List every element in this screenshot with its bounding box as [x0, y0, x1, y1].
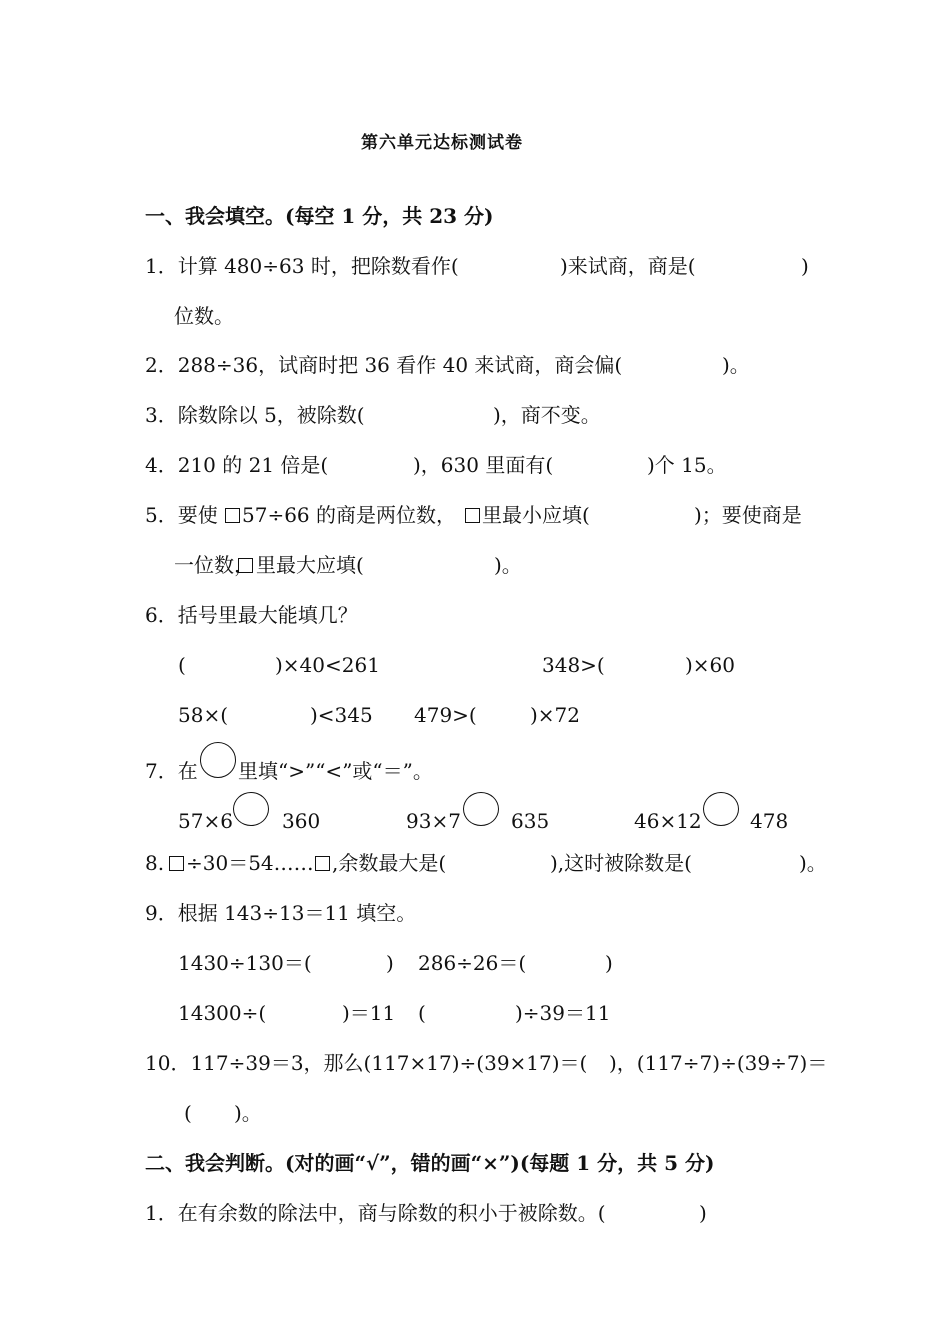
answer-blank[interactable]: ( — [184, 1101, 192, 1125]
compare-circle-input[interactable] — [703, 792, 739, 826]
answer-blank[interactable]: 58×( — [178, 703, 229, 727]
answer-blank[interactable]: )，(117÷7)÷(39÷7)＝ — [609, 1051, 828, 1075]
expression-text: 360 — [282, 809, 321, 833]
answer-blank[interactable]: )，商不变。 — [493, 403, 601, 427]
question-9: 9．根据 143÷13＝11 填空。 — [145, 901, 417, 925]
question-text: 57÷66 的商是两位数， — [242, 503, 457, 527]
expression-text: )×60 — [685, 653, 736, 677]
question-text: ,余数最大是( — [332, 851, 447, 875]
expression-text: )÷39＝11 — [515, 1001, 611, 1025]
blank-box-icon — [238, 558, 253, 573]
question-text: 7．在 — [145, 759, 198, 783]
section-heading-judge: 二、我会判断。(对的画“√”，错的画“×”)(每题 1 分，共 5 分) — [145, 1151, 715, 1175]
answer-blank[interactable]: )。 — [722, 353, 750, 377]
answer-blank[interactable]: 286÷26＝( — [418, 951, 527, 975]
question-text: 4．210 的 21 倍是( — [145, 453, 329, 477]
blank-box-icon[interactable] — [315, 856, 330, 871]
compare-circle-input[interactable] — [463, 792, 499, 826]
expression-text: )×72 — [530, 703, 581, 727]
section-heading-fill-in: 一、我会填空。(每空 1 分，共 23 分) — [145, 204, 494, 228]
expression-text: 478 — [750, 809, 789, 833]
blank-box-icon — [465, 508, 480, 523]
question-1-continued: 位数。 — [174, 304, 234, 328]
expression-text: )<345 — [310, 703, 373, 727]
answer-blank[interactable]: )，630 里面有( — [413, 453, 554, 477]
expression-text: 635 — [511, 809, 550, 833]
answer-blank[interactable]: 348>( — [542, 653, 605, 677]
question-text: 3．除数除以 5，被除数( — [145, 403, 365, 427]
question-text: 里最大应填( — [256, 553, 364, 577]
expression-text: )×40<261 — [275, 653, 380, 677]
answer-blank[interactable]: )来试商，商是( — [560, 254, 696, 278]
question-text: 5．要使 — [145, 503, 218, 527]
answer-blank[interactable]: )；要使商是 — [694, 503, 802, 527]
expression-text: 46×12 — [634, 809, 702, 833]
blank-box-icon[interactable] — [169, 856, 184, 871]
answer-blank[interactable]: )个 15。 — [647, 453, 727, 477]
question-text: 2．288÷36，试商时把 36 看作 40 来试商，商会偏( — [145, 353, 623, 377]
page-title: 第六单元达标测试卷 — [361, 133, 523, 153]
answer-blank[interactable]: )。 — [234, 1101, 262, 1125]
answer-blank[interactable]: ( — [178, 653, 186, 677]
circle-icon — [200, 742, 236, 778]
blank-box-icon[interactable] — [225, 508, 240, 523]
question-text: 1．计算 480÷63 时，把除数看作( — [145, 254, 459, 278]
question-text: 10．117÷39＝3，那么(117×17)÷(39×17)＝( — [145, 1051, 588, 1075]
answer-blank[interactable]: ) — [386, 951, 394, 975]
question-6: 6．括号里最大能填几？ — [145, 603, 358, 627]
answer-blank[interactable]: 479>( — [414, 703, 477, 727]
answer-blank[interactable]: )。 — [799, 851, 827, 875]
question-text: 里填“>”“<”或“＝”。 — [238, 759, 433, 783]
answer-blank[interactable]: ) — [605, 951, 613, 975]
answer-blank[interactable]: ( — [418, 1001, 426, 1025]
question-text: 一位数， — [174, 553, 254, 577]
question-text: 里最小应填( — [482, 503, 590, 527]
expression-text: )＝11 — [342, 1001, 396, 1025]
answer-blank[interactable]: )。 — [494, 553, 522, 577]
question-text: ÷30＝54…… — [186, 851, 314, 875]
answer-blank[interactable]: 1430÷130＝( — [178, 951, 312, 975]
expression-text: 57×6 — [178, 809, 233, 833]
answer-blank[interactable]: 14300÷( — [178, 1001, 267, 1025]
answer-blank[interactable]: ),这时被除数是( — [550, 851, 692, 875]
expression-text: 93×7 — [406, 809, 461, 833]
question-text: 1．在有余数的除法中，商与除数的积小于被除数。( — [145, 1201, 606, 1225]
compare-circle-input[interactable] — [233, 792, 269, 826]
answer-blank[interactable]: ) — [801, 254, 809, 278]
answer-blank[interactable]: ) — [699, 1201, 707, 1225]
question-text: 8. — [145, 851, 165, 875]
